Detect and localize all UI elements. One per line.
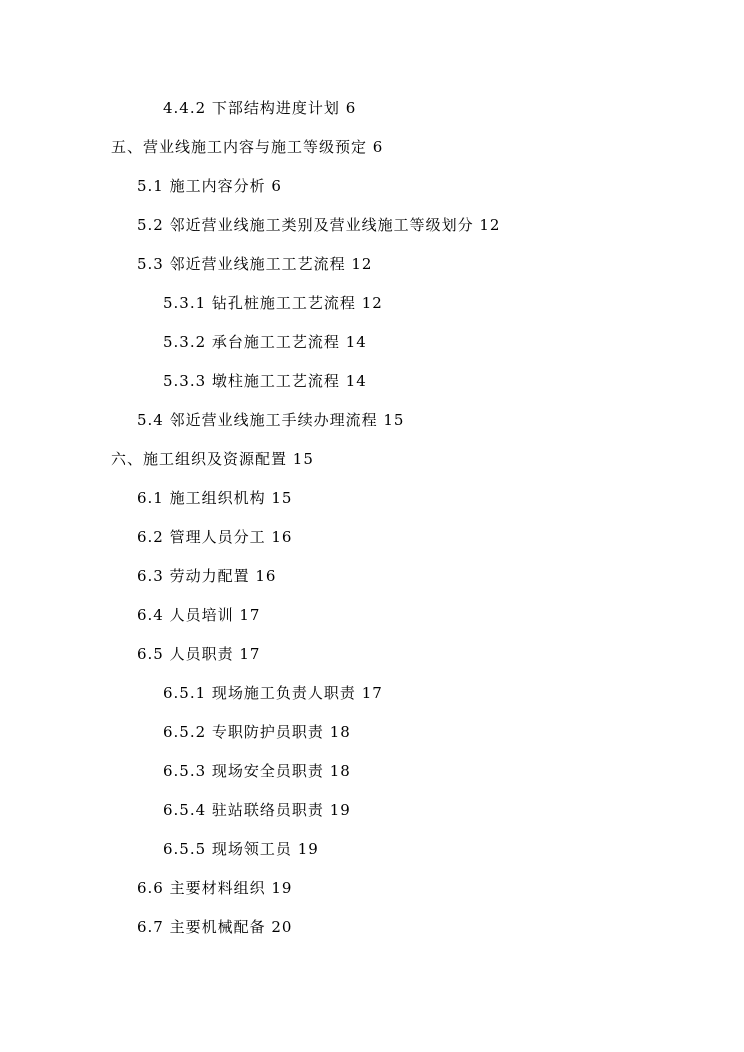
toc-entry-5-3-3[interactable]: 5.3.3 墩柱施工工艺流程 14 bbox=[163, 372, 367, 390]
toc-entry-5-1[interactable]: 5.1 施工内容分析 6 bbox=[137, 177, 282, 195]
toc-entry-6-3[interactable]: 6.3 劳动力配置 16 bbox=[137, 567, 277, 585]
toc-entry-6-5-2[interactable]: 6.5.2 专职防护员职责 18 bbox=[163, 723, 351, 741]
toc-entry-6-6[interactable]: 6.6 主要材料组织 19 bbox=[137, 879, 293, 897]
toc-entry-6-5-1[interactable]: 6.5.1 现场施工负责人职责 17 bbox=[163, 684, 383, 702]
toc-entry-5-2[interactable]: 5.2 邻近营业线施工类别及营业线施工等级划分 12 bbox=[137, 216, 501, 234]
toc-entry-5-4[interactable]: 5.4 邻近营业线施工手续办理流程 15 bbox=[137, 411, 405, 429]
toc-entry-6-4[interactable]: 6.4 人员培训 17 bbox=[137, 606, 261, 624]
toc-entry-6-1[interactable]: 6.1 施工组织机构 15 bbox=[137, 489, 293, 507]
toc-entry-6-5[interactable]: 6.5 人员职责 17 bbox=[137, 645, 261, 663]
toc-entry-6-5-5[interactable]: 6.5.5 现场领工员 19 bbox=[163, 840, 319, 858]
toc-entry-6-5-3[interactable]: 6.5.3 现场安全员职责 18 bbox=[163, 762, 351, 780]
toc-entry-5-3-1[interactable]: 5.3.1 钻孔桩施工工艺流程 12 bbox=[163, 294, 383, 312]
toc-entry-5-3-2[interactable]: 5.3.2 承台施工工艺流程 14 bbox=[163, 333, 367, 351]
toc-entry-6-2[interactable]: 6.2 管理人员分工 16 bbox=[137, 528, 293, 546]
toc-entry-6-7[interactable]: 6.7 主要机械配备 20 bbox=[137, 918, 293, 936]
toc-entry-4-4-2[interactable]: 4.4.2 下部结构进度计划 6 bbox=[163, 99, 357, 117]
toc-entry-6-5-4[interactable]: 6.5.4 驻站联络员职责 19 bbox=[163, 801, 351, 819]
toc-entry-5-3[interactable]: 5.3 邻近营业线施工工艺流程 12 bbox=[137, 255, 373, 273]
toc-entry-chapter-5[interactable]: 五、营业线施工内容与施工等级预定 6 bbox=[111, 138, 384, 156]
toc-entry-chapter-6[interactable]: 六、施工组织及资源配置 15 bbox=[111, 450, 314, 468]
